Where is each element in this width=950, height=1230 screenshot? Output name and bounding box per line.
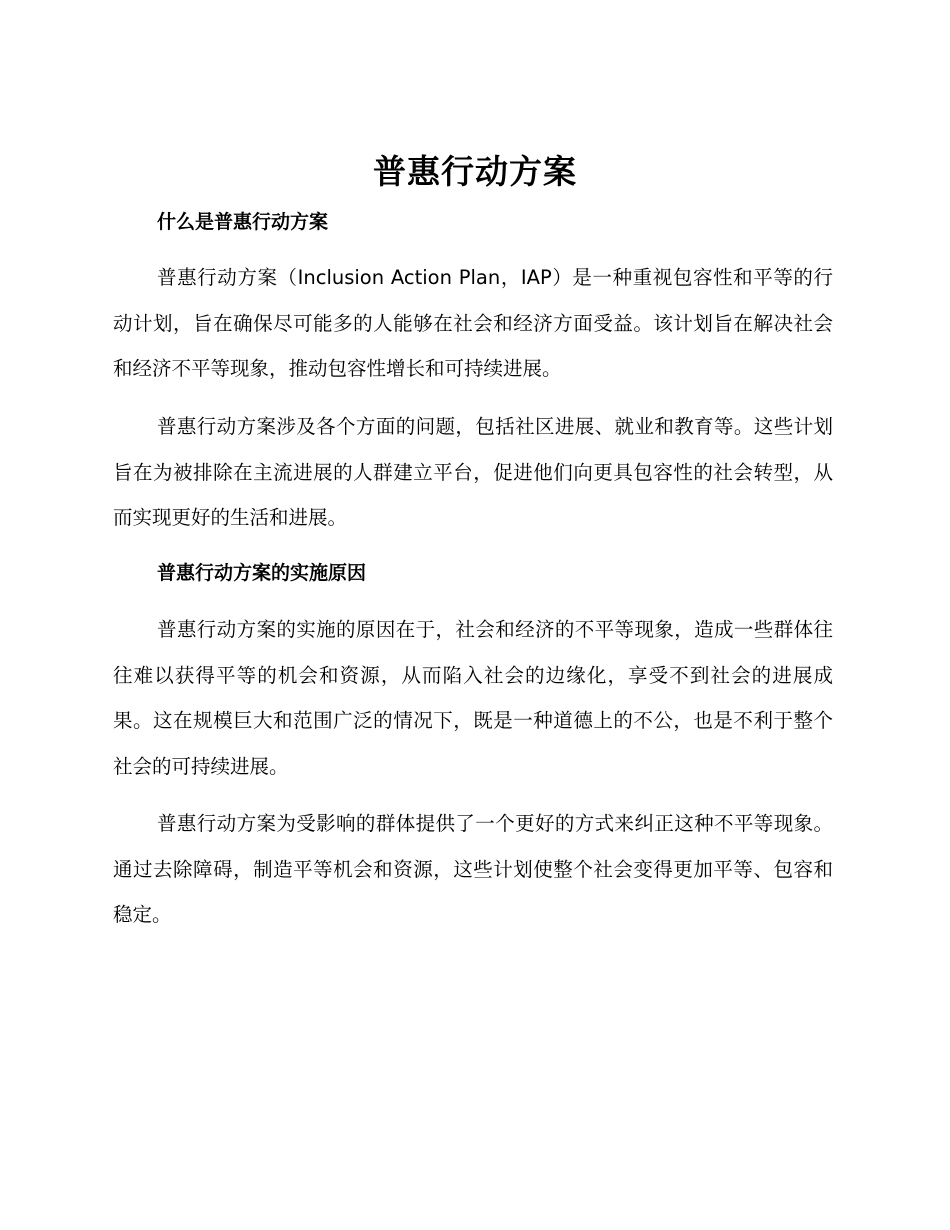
paragraph-benefits: 普惠行动方案为受影响的群体提供了一个更好的方式来纠正这种不平等现象。通过去除障碍，制造平等机会和资源，这些计划使整个社会变得更加平等、包容和稳定。 xyxy=(113,812,833,926)
section-heading-reasons: 普惠行动方案的实施原因 xyxy=(157,562,367,584)
paragraph-definition: 普惠行动方案（Inclusion Action Plan，IAP）是一种重视包容性和平等的行动计划，旨在确保尽可能多的人能够在社会和经济方面受益。该计划旨在解决社会和经济不平等现象，推动包容性增长和可持续进展。 xyxy=(113,266,833,380)
document-title: 普惠行动方案 xyxy=(373,152,577,191)
section-heading-what-is: 什么是普惠行动方案 xyxy=(157,211,329,233)
paragraph-reasons: 普惠行动方案的实施的原因在于，社会和经济的不平等现象，造成一些群体往往难以获得平等的机会和资源，从而陷入社会的边缘化，享受不到社会的进展成果。这在规模巨大和范围广泛的情况下，既是一种道德上的不公，也是不利于整个社会的可持续进展。 xyxy=(113,618,833,778)
paragraph-scope: 普惠行动方案涉及各个方面的问题，包括社区进展、就业和教育等。这些计划旨在为被排除在主流进展的人群建立平台，促进他们向更具包容性的社会转型，从而实现更好的生活和进展。 xyxy=(113,415,833,529)
